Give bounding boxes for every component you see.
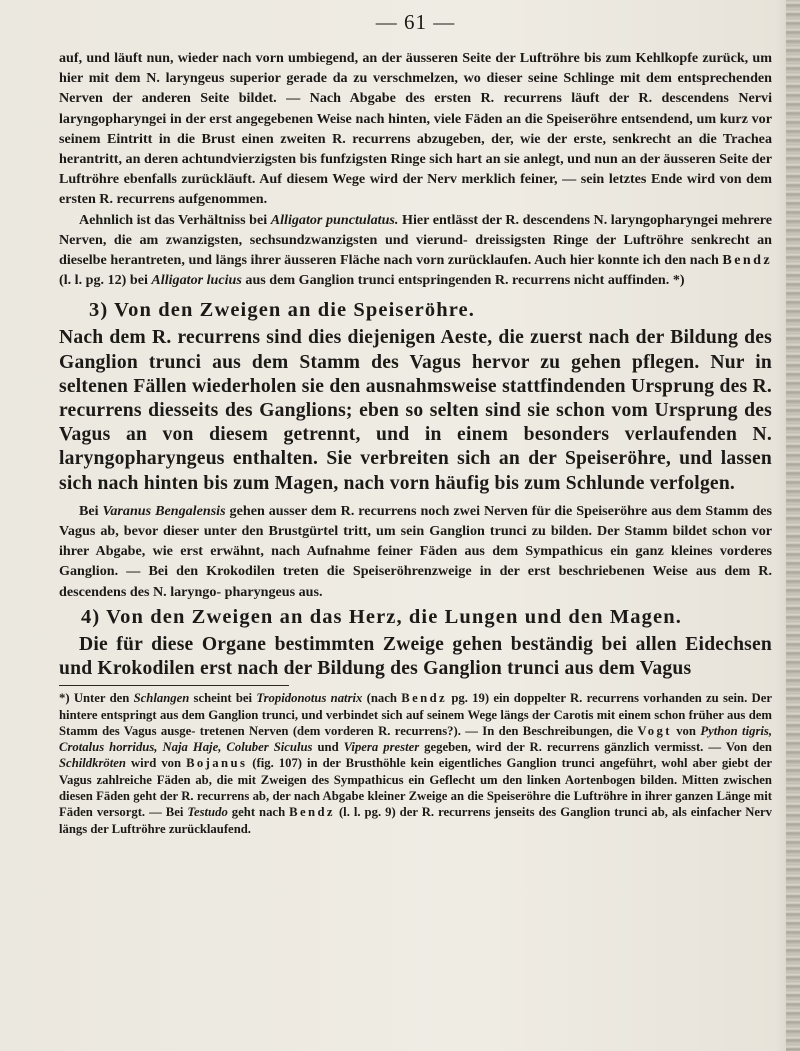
paragraph-4 bbox=[59, 501, 772, 602]
fn-text-h: wird von bbox=[125, 756, 187, 771]
fn-taxon-tropidonotus: Tropidonotus natrix bbox=[256, 691, 363, 706]
fn-text-f: und bbox=[312, 740, 344, 755]
author-bendz: Bendz bbox=[722, 252, 772, 269]
para4-text-b: gehen ausser dem R. recurrens noch zwei Nerven für die Speiseröhre aus dem Stamm des Vagus ab, bevor dieser unter den Brustgürtel tritt, um sein Ganglion trunci zu bilden. Der Stamm bildet schon vor ihrer Abgabe, wie erst erwähnt, nach Aufnahme feiner Fäden aus dem Sympathicus ein ganz kleines vorderes Ganglion. — Bei den Krokodilen treten die Speiseröhrenzweige in der erst beschriebenen Weise aus dem R. descendens des N. laryngo- pharyngeus aus. bbox=[59, 502, 772, 600]
fn-author-vogt: Vogt bbox=[637, 723, 672, 738]
fn-text-g: gegeben, wird der R. recurrens gänzlich vermisst. — Von den bbox=[419, 740, 772, 755]
fn-author-bojanus: Bojanus bbox=[186, 756, 248, 771]
paragraph-2 bbox=[59, 210, 772, 291]
fn-text-e: von bbox=[671, 723, 701, 738]
page-edge-binding bbox=[786, 0, 800, 1051]
fn-taxon-schildkroeten: Schildkröten bbox=[59, 756, 126, 771]
fn-text-i: (fig. 107) in der Brusthöhle kein eigentliches Ganglion trunci angeführt, wohl aber giebt der Vagus zahlreiche Fäden ab, die mit Zweigen des Sympathicus ein Geflecht um den linken Aortenbogen bilden. Mitten zwischen diesen Fäden geht der R. recurrens ab, der nach Abgabe kleiner Zweige an die Speiseröhre die Luftröhre in ihrer ganzen Länge mit Fäden versorgt. — Bei bbox=[59, 756, 772, 820]
para2-text-d: aus dem Ganglion trunci entspringenden R. recurrens nicht auffinden. *) bbox=[241, 272, 685, 289]
species-alligator-punctulatus: Alligator punctulatus. bbox=[270, 211, 399, 228]
para2-text-a: Aehnlich ist das Verhältniss bei bbox=[79, 211, 271, 228]
species-alligator-lucius: Alligator lucius bbox=[151, 272, 242, 289]
footnote-rule bbox=[59, 685, 289, 686]
page-number: — 61 — bbox=[375, 10, 456, 34]
fn-taxon-schlangen: Schlangen bbox=[133, 691, 190, 706]
fn-text-a: *) Unter den bbox=[59, 691, 134, 706]
fn-text-c: (nach bbox=[362, 691, 402, 706]
paragraph-1: auf, und läuft nun, wieder nach vorn umbiegend, an der äusseren Seite der Luftröhre bis zum Kehlkopfe zurück, um hier mit dem N. laryngeus superior gerade da zu verschmelzen, wo dieser seine Schlinge mit dem entsprechenden Nerven der anderen Seite bildet. — Nach Abgabe des ersten R. recurrens läuft der R. descendens Nervi laryngopharyngei in der erst angegebenen Weise nach hinten, viele Fäden an die Speiseröhre entsendend, um kurz vor seinem Eintritt in die Brust einen zweiten R. recurrens abzugeben, der, wie der erste, senkrecht an die Trachea herantritt, an deren achtundvierzigsten bis funfzigsten Ringe sich hart an sie anlegt, und nun an der äusseren Seite der Luftröhre ebenfalls zurückläuft. Auf diesem Wege wird der Nerv merklich feiner, — sein letztes Ende wird von dem ersten R. recurrens aufgenommen. bbox=[59, 50, 772, 208]
section-3-number: 3) bbox=[89, 299, 109, 322]
page-content bbox=[59, 0, 772, 837]
section-4-title: Von den Zweigen an das Herz, die Lungen und den Magen. bbox=[106, 605, 682, 628]
fn-taxon-testudo: Testudo bbox=[187, 805, 228, 820]
fn-text-b: scheint bei bbox=[189, 691, 257, 706]
section-4-heading bbox=[59, 602, 772, 633]
para2-text-b: Hier entlässt der R. descendens N. laryngopharyngei mehrere Nerven, die am zwanzigsten, sechsundzwanzigsten und vierund- dreissigsten Ringe der Luftröhre senkrecht an dieselbe herantreten, und längs ihrer äusseren Fläche nach vorn zurücklaufen. Auch hier konnte ich den nach bbox=[59, 211, 773, 269]
fn-taxa-snakes: Python tigris, Crotalus horridus, Naja Haje, Coluber Siculus bbox=[59, 723, 773, 755]
fn-taxon-vipera: Vipera prester bbox=[343, 740, 420, 755]
footnote bbox=[59, 690, 772, 837]
paragraph-3: Nach dem R. recurrens sind dies diejenigen Aeste, die zuerst nach der Bildung des Ganglion trunci aus dem Stamm des Vagus hervor zu gehen pflegen. Nur in seltenen Fällen wiederholen sie den ausnahmsweise stattfindenden Ursprung des R. recurrens diesseits des Ganglions; eben so selten sind sie schon vom Ursprung des Vagus an von diesem getrennt, und in einem besonders verlaufenden N. laryngopharyngeus enthalten. Sie verbreiten sich an der Speiseröhre, und lassen sich nach hinten bis zum Magen, nach vorn häufig bis zum Schlunde verfolgen. bbox=[59, 327, 772, 494]
section-4-number: 4) bbox=[81, 605, 101, 628]
paragraph-5: Die für diese Organe bestimmten Zweige gehen beständig bei allen Eidechsen und Krokodilen erst nach der Bildung des Ganglion trunci aus dem Vagus bbox=[59, 633, 772, 680]
para4-text-a: Bei bbox=[79, 502, 103, 519]
para2-text-c: (l. l. pg. 12) bei bbox=[59, 272, 152, 289]
fn-text-k: (l. l. pg. 9) der R. recurrens jenseits des Ganglion trunci ab, als einfacher Nerv längs der Luftröhre zurücklaufend. bbox=[59, 805, 773, 836]
fn-text-j: geht nach bbox=[227, 805, 290, 820]
fn-author-bendz-2: Bendz bbox=[289, 805, 335, 820]
section-3-title: Von den Zweigen an die Speiseröhre. bbox=[114, 299, 475, 322]
fn-author-bendz-1: Bendz bbox=[401, 691, 448, 706]
fn-text-d: pg. 19) ein doppelter R. recurrens vorhanden zu sein. Der hintere entspringt aus dem Ganglion trunci, und verbindet sich auf seinem Wege längs der Carotis mit einem schon früher aus dem Stamm des Vagus ausge- tretenen Nerven (dem vorderen R. recurrens?). — In den Beschreibungen, die bbox=[59, 691, 772, 738]
section-3-heading bbox=[59, 294, 772, 326]
species-varanus-bengalensis: Varanus Bengalensis bbox=[102, 502, 226, 519]
